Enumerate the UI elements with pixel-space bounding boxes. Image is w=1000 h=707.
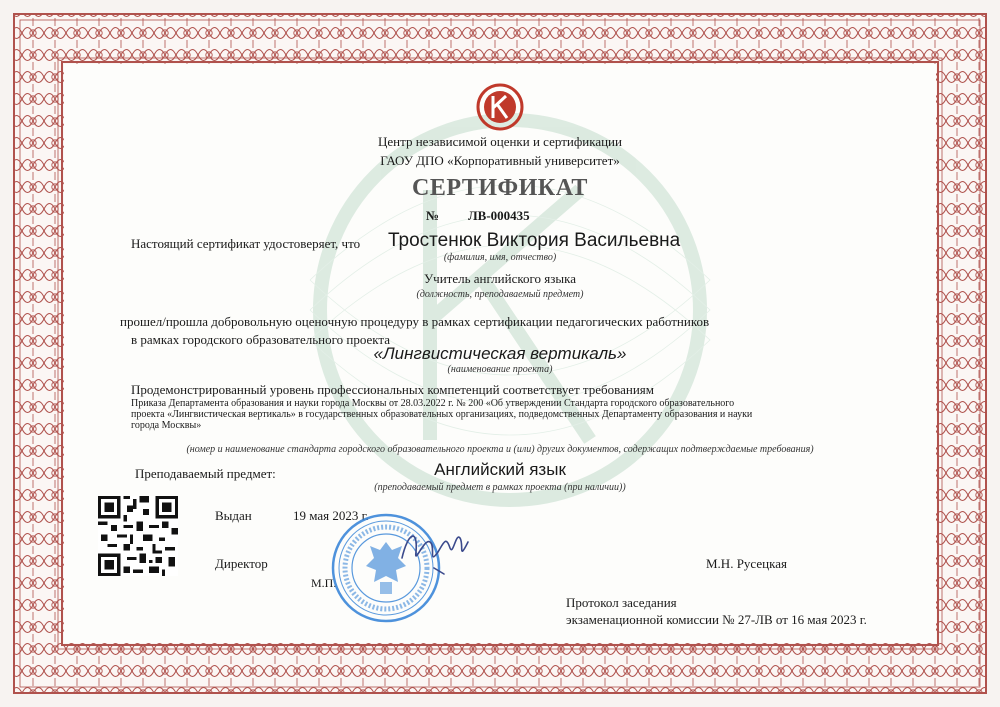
level-order-line-3: города Москвы» [131,420,202,431]
protocol-line-1: Протокол заседания [566,595,677,610]
protocol-line-2: экзаменационной комиссии № 27-ЛВ от 16 мая 2023 г. [566,612,867,627]
issued-date: 19 мая 2023 г. [293,508,369,523]
org-line-1: Центр независимой оценки и сертификации [378,134,622,149]
subject-label: Преподаваемый предмет: [135,466,276,481]
qr-code-icon [98,496,178,576]
position-caption: (должность, преподаваемый предмет) [416,289,584,300]
corporate-university-logo-icon [475,82,525,132]
level-order-line-1: Приказа Департамента образования и науки города Москвы от 28.03.2022 г. № 200 «Об утверждении Стандарта городского образовательного [131,398,735,409]
level-order-line-2: проекта «Лингвистическая вертикаль» в государственных образовательных организациях, подведомственных Департаменту образования и науки [131,409,753,420]
position-value: Учитель английского языка [423,271,577,286]
director-label: Директор [215,556,268,571]
subject-caption: (преподаваемый предмет в рамках проекта (при наличии)) [374,482,626,493]
stamp-label: М.П. [311,576,337,590]
recipient-name: Тростенюк Виктория Васильевна [388,230,681,251]
number-sign: № [426,208,440,223]
certifies-intro: Настоящий сертификат удостоверяет, что [131,236,361,251]
org-line-2: ГАОУ ДПО «Корпоративный университет» [380,153,620,168]
handwritten-signature-icon [398,522,478,578]
project-caption: (наименование проекта) [447,364,553,375]
director-name: М.Н. Русецкая [706,556,787,571]
recipient-name-caption: (фамилия, имя, отчество) [443,252,557,263]
procedure-line-2: в рамках городского образовательного проекта [131,332,391,347]
certificate-title: СЕРТИФИКАТ [412,175,588,201]
issued-label: Выдан [215,508,252,523]
level-caption: (номер и наименование стандарта городского образовательного проекта и (или) других документов, содержащих подтверждаемые требования) [186,444,814,455]
subject-value: Английский язык [434,460,566,479]
level-line-1: Продемонстрированный уровень профессиональных компетенций соответствует требованиям [131,382,654,397]
project-name: «Лингвистическая вертикаль» [373,344,627,363]
certificate-number: ЛВ-000435 [468,208,530,223]
procedure-line-1: прошел/прошла добровольную оценочную процедуру в рамках сертификации педагогических работников [120,314,710,329]
